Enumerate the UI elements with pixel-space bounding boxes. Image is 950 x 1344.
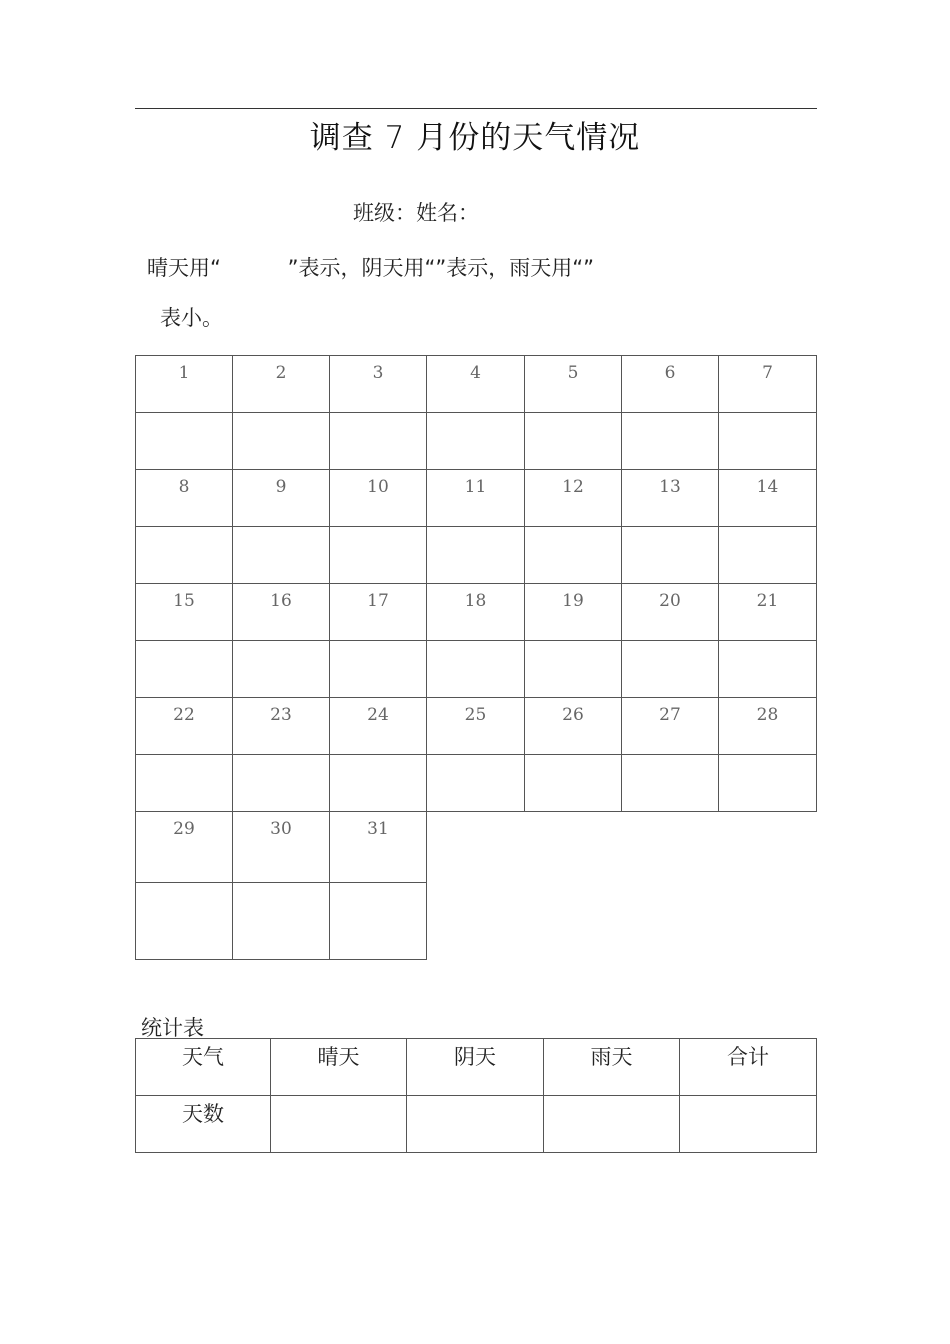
calendar-day-cell <box>525 698 622 755</box>
calendar-day-cell <box>719 470 817 527</box>
weather-entry-cell[interactable] <box>719 641 817 698</box>
calendar-day-cell <box>136 698 233 755</box>
weather-entry-cell[interactable] <box>330 883 427 960</box>
stats-header-cell: 合计 <box>680 1039 817 1096</box>
calendar-day-row <box>136 470 817 527</box>
weather-entry-cell[interactable] <box>330 641 427 698</box>
weather-entry-cell[interactable] <box>622 527 719 584</box>
weather-entry-cell[interactable] <box>427 527 525 584</box>
day-number: 2 <box>275 363 287 383</box>
day-number: 8 <box>178 477 190 497</box>
weather-entry-cell[interactable] <box>622 755 719 812</box>
calendar-table <box>135 355 817 960</box>
day-number: 10 <box>367 477 389 497</box>
calendar-day-cell <box>525 470 622 527</box>
weather-entry-cell[interactable] <box>525 755 622 812</box>
weather-entry-cell[interactable] <box>136 883 233 960</box>
stats-row-label: 天数 <box>136 1096 271 1153</box>
calendar-day-cell <box>233 356 330 413</box>
weather-entry-cell[interactable] <box>622 413 719 470</box>
calendar-day-cell <box>233 698 330 755</box>
empty-cell <box>427 812 525 883</box>
instruction-line-1: 晴天用“ ”表示，阴天用“”表示，雨天用“” <box>147 256 595 280</box>
day-number: 27 <box>659 705 681 725</box>
empty-cell <box>525 812 622 883</box>
day-number: 1 <box>178 363 190 383</box>
calendar-day-cell <box>622 470 719 527</box>
calendar-entry-row <box>136 883 817 960</box>
weather-entry-cell[interactable] <box>330 755 427 812</box>
weather-entry-cell[interactable] <box>233 755 330 812</box>
calendar-day-cell <box>233 812 330 883</box>
class-name-line: 班级：姓名： <box>353 201 479 225</box>
weather-entry-cell[interactable] <box>622 641 719 698</box>
day-number: 3 <box>372 363 384 383</box>
weather-entry-cell[interactable] <box>233 413 330 470</box>
empty-cell <box>719 812 817 883</box>
calendar-day-cell <box>233 470 330 527</box>
day-number: 7 <box>762 363 773 383</box>
calendar-day-cell <box>233 584 330 641</box>
weather-entry-cell[interactable] <box>330 527 427 584</box>
stats-count-cell[interactable] <box>680 1096 817 1153</box>
stats-count-row <box>136 1096 817 1153</box>
calendar-day-cell <box>330 584 427 641</box>
weather-entry-cell[interactable] <box>525 413 622 470</box>
calendar-day-row <box>136 698 817 755</box>
day-number: 11 <box>464 477 487 497</box>
calendar-day-cell <box>719 356 817 413</box>
stats-table <box>135 1038 817 1153</box>
calendar-entry-row <box>136 755 817 812</box>
weather-entry-cell[interactable] <box>427 641 525 698</box>
day-number: 25 <box>464 705 487 725</box>
weather-entry-cell[interactable] <box>525 641 622 698</box>
day-number: 29 <box>173 819 195 839</box>
day-number: 23 <box>270 705 292 725</box>
calendar-entry-row <box>136 527 817 584</box>
calendar-day-cell <box>136 584 233 641</box>
weather-entry-cell[interactable] <box>719 527 817 584</box>
calendar-day-cell <box>136 812 233 883</box>
calendar-day-cell <box>427 356 525 413</box>
weather-entry-cell[interactable] <box>136 641 233 698</box>
day-number: 14 <box>756 477 779 497</box>
calendar-day-cell <box>136 356 233 413</box>
stats-header-cell: 晴天 <box>271 1039 407 1096</box>
calendar-day-cell <box>719 584 817 641</box>
day-number: 18 <box>464 591 487 611</box>
day-number: 22 <box>173 705 195 725</box>
empty-cell <box>622 812 719 883</box>
calendar-day-cell <box>525 356 622 413</box>
day-number: 30 <box>270 819 292 839</box>
calendar-day-cell <box>330 698 427 755</box>
stats-count-cell[interactable] <box>544 1096 680 1153</box>
day-number: 13 <box>659 477 681 497</box>
weather-entry-cell[interactable] <box>233 883 330 960</box>
weather-entry-cell[interactable] <box>233 641 330 698</box>
weather-entry-cell[interactable] <box>330 413 427 470</box>
page-title: 调查 7 月份的天气情况 <box>309 120 641 156</box>
calendar-day-cell <box>427 584 525 641</box>
day-number: 9 <box>275 477 287 497</box>
stats-header-cell: 雨天 <box>544 1039 680 1096</box>
calendar-entry-row <box>136 413 817 470</box>
top-rule <box>135 108 817 109</box>
calendar-day-cell <box>622 698 719 755</box>
stats-header-row <box>136 1039 817 1096</box>
weather-entry-cell[interactable] <box>136 755 233 812</box>
day-number: 20 <box>659 591 681 611</box>
calendar-day-cell <box>525 584 622 641</box>
stats-count-cell[interactable] <box>407 1096 544 1153</box>
weather-entry-cell[interactable] <box>136 413 233 470</box>
calendar-day-cell <box>622 356 719 413</box>
calendar-day-cell <box>330 470 427 527</box>
empty-cell <box>427 883 525 960</box>
day-number: 15 <box>173 591 195 611</box>
calendar-day-row <box>136 356 817 413</box>
day-number: 12 <box>562 477 584 497</box>
weather-entry-cell[interactable] <box>136 527 233 584</box>
weather-entry-cell[interactable] <box>719 755 817 812</box>
day-number: 4 <box>470 363 481 383</box>
day-number: 28 <box>756 705 779 725</box>
weather-entry-cell[interactable] <box>719 413 817 470</box>
calendar-day-cell <box>427 470 525 527</box>
weather-entry-cell[interactable] <box>427 755 525 812</box>
day-number: 16 <box>270 591 292 611</box>
calendar-day-cell <box>330 812 427 883</box>
day-number: 5 <box>567 363 579 383</box>
calendar-day-cell <box>136 470 233 527</box>
calendar-day-row <box>136 584 817 641</box>
day-number: 26 <box>562 705 584 725</box>
day-number: 17 <box>367 591 389 611</box>
day-number: 24 <box>367 705 389 725</box>
weather-entry-cell[interactable] <box>233 527 330 584</box>
calendar-day-cell <box>622 584 719 641</box>
weather-entry-cell[interactable] <box>427 413 525 470</box>
stats-caption: 统计表 <box>141 1016 204 1040</box>
calendar-day-row <box>136 812 817 883</box>
calendar-day-cell <box>427 698 525 755</box>
day-number: 6 <box>664 363 676 383</box>
stats-header-cell: 天气 <box>136 1039 271 1096</box>
calendar-day-cell <box>719 698 817 755</box>
stats-header-cell: 阴天 <box>407 1039 544 1096</box>
calendar-day-cell <box>330 356 427 413</box>
day-number: 21 <box>756 591 779 611</box>
instruction-line-2: 表小。 <box>160 306 223 330</box>
weather-entry-cell[interactable] <box>525 527 622 584</box>
day-number: 31 <box>367 819 389 839</box>
empty-cell <box>719 883 817 960</box>
empty-cell <box>525 883 622 960</box>
day-number: 19 <box>562 591 584 611</box>
empty-cell <box>622 883 719 960</box>
calendar-entry-row <box>136 641 817 698</box>
stats-count-cell[interactable] <box>271 1096 407 1153</box>
